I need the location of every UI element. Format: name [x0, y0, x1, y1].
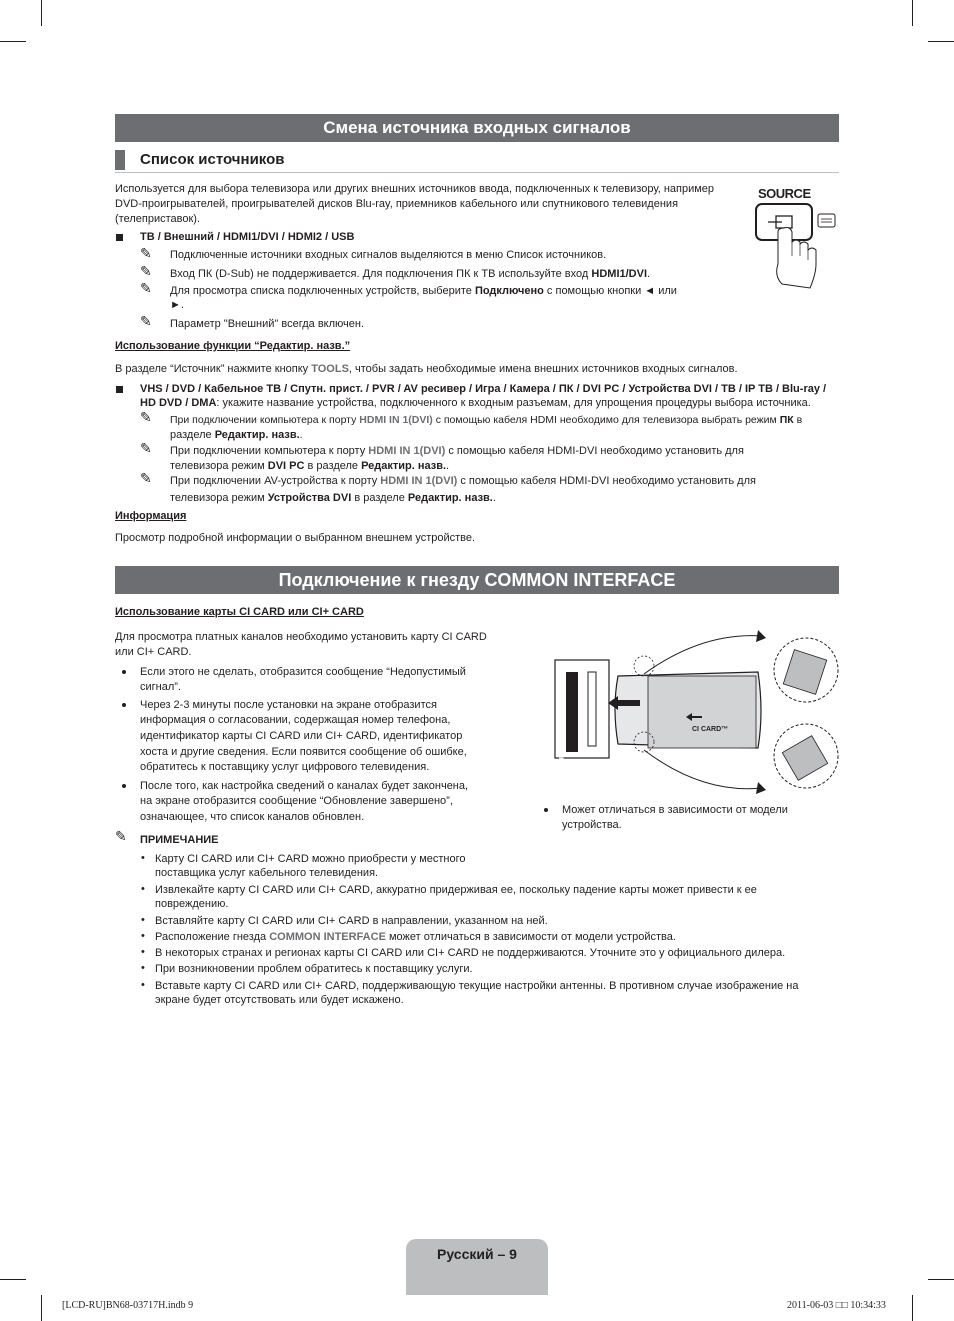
note-item: Вставляйте карту CI CARD или CI+ CARD в направлении, указанном на ней. [155, 915, 548, 927]
note-pencil-icon: ✎ [140, 245, 152, 261]
remote-source-button-icon [754, 184, 844, 290]
device-names: VHS / DVD / Кабельное ТВ / Спутн. прист. / PVR / AV ресивер / Игра / Камера / ПК / DVI PC / Устройства DVI / ТВ / IP ТВ / Blu-ray / [140, 383, 827, 395]
bullet-dot [122, 703, 126, 707]
arrow-left-icon [686, 713, 702, 721]
card-label: CI CARD™ [692, 726, 729, 733]
remote-source-figure [754, 184, 844, 290]
note-item: Вставьте карту CI CARD или CI+ CARD, поддерживающую текущие настройки антенны. В противном случае изображение на [155, 980, 799, 992]
note-text-cont: ►. [170, 299, 184, 311]
note-text-cont: телевизора режим DVI PC в разделе Редактир. назв.. [170, 460, 450, 472]
rename-text: В разделе “Источник” нажмите кнопку TOOLS, чтобы задать необходимые имена внешних источников входных сигналов. [115, 363, 738, 375]
small-bullet: • [141, 930, 145, 942]
remote-label: SOURCE [758, 186, 811, 201]
note-text: При подключении компьютера к порту HDMI IN 1(DVI) с помощью кабеля HDMI необходимо для телевизора выбрать режим ПК в [170, 414, 803, 426]
ci-bullet-cont: идентификатор карты CI CARD или CI+ CARD, идентификатор [140, 730, 463, 742]
note-text-cont: телевизора режим Устройства DVI в разделе Редактир. назв.. [170, 492, 496, 504]
subsection-title: Список источников [140, 151, 285, 168]
note-item: При возникновении проблем обратитесь к поставщику услуги. [155, 963, 473, 975]
ci-bullet-cont: обратитесь к поставщику услуг цифрового телевидения. [140, 761, 430, 773]
ci-bullet: Через 2-3 минуты после установки на экране отобразится [140, 699, 437, 711]
small-bullet: • [141, 946, 145, 958]
crop-mark [912, 1295, 913, 1321]
ci-bullet-cont: означающее, что список каналов обновлен. [140, 811, 365, 823]
note-text: Для просмотра списка подключенных устройств, выберите Подключено с помощью кнопки ◄ или [170, 285, 677, 297]
note-pencil-icon: ✎ [140, 313, 152, 329]
note-item-cont: экране будет отсутствовать или будет искажено. [155, 994, 404, 1006]
ci-card-figure [552, 624, 842, 796]
bullet-square [116, 386, 123, 393]
crop-mark [928, 41, 954, 42]
ci-bullet: Если этого не сделать, отобразится сообщение “Недопустимый [140, 666, 466, 678]
note-heading: ПРИМЕЧАНИЕ [140, 834, 219, 846]
ci-heading: Использование карты CI CARD или CI+ CARD [115, 606, 364, 618]
note-item: Карту CI CARD или CI+ CARD можно приобрести у местного [155, 853, 466, 865]
footer-file: [LCD-RU]BN68-03717H.indb 9 [62, 1300, 194, 1311]
crop-mark [0, 1279, 26, 1280]
note-item-cont: поставщика услуг кабельного телевидения. [155, 867, 379, 879]
section-title-ci: Подключение к гнезду COMMON INTERFACE [115, 566, 839, 594]
ci-intro: Для просмотра платных каналов необходимо установить карту CI CARD [115, 631, 487, 643]
source-items: ТВ / Внешний / HDMI1/DVI / HDMI2 / USB [140, 231, 355, 243]
note-text: Вход ПК (D-Sub) не поддерживается. Для подключения ПК к ТВ используйте вход HDMI1/DVI. [170, 268, 651, 280]
ci-intro-cont: или CI+ CARD. [115, 646, 192, 658]
ci-bullet-cont: информация о согласовании, содержащая номер телефона, [140, 714, 451, 726]
note-pencil-icon: ✎ [115, 828, 127, 844]
info-heading: Информация [115, 510, 187, 522]
subsection-source-list [115, 150, 839, 173]
bullet-dot [122, 670, 126, 674]
note-pencil-icon: ✎ [140, 470, 152, 486]
bullet-square [116, 234, 123, 241]
note-text: При подключении AV-устройства к порту HDMI IN 1(DVI) с помощью кабеля HDMI-DVI необходимо установить для [170, 475, 756, 487]
note-text: Параметр "Внешний" всегда включен. [170, 318, 365, 330]
section-title-source: Смена источника входных сигналов [115, 114, 839, 142]
note-item-cont: повреждению. [155, 898, 229, 910]
figure-note: Может отличаться в зависимости от модели [562, 804, 788, 816]
note-text-cont: разделе Редактир. назв.. [170, 429, 303, 441]
figure-note-cont: устройства. [562, 819, 622, 831]
bullet-dot [122, 784, 126, 788]
note-item: В некоторых странах и регионах карты CI CARD или CI+ CARD не поддерживаются. Уточните это у официального дилера. [155, 947, 786, 959]
device-names-cont: HD DVD / DMA: укажите название устройства, подключенного к входным разъемам, для упрощения процедуры выбора источника. [140, 397, 811, 409]
page-number-tab: Русский – 9 [406, 1239, 548, 1295]
crop-mark [41, 0, 42, 26]
crop-mark [928, 1279, 954, 1280]
crop-mark [0, 41, 26, 42]
note-pencil-icon: ✎ [140, 263, 152, 279]
note-text: При подключении компьютера к порту HDMI IN 1(DVI) с помощью кабеля HDMI-DVI необходимо установить для [170, 445, 744, 457]
note-text: Подключенные источники входных сигналов выделяются в меню Список источников. [170, 249, 607, 261]
ci-bullet-cont: сигнал”. [140, 681, 181, 693]
slot-label: COMMON INTERFACE [557, 706, 563, 775]
rename-heading: Использование функции “Редактир. назв.” [115, 340, 351, 352]
arrow-left-icon [608, 696, 640, 710]
note-pencil-icon: ✎ [140, 409, 152, 425]
ci-bullet-cont: на экране отобразится сообщение “Обновление завершено”, [140, 795, 453, 807]
small-bullet: • [141, 914, 145, 926]
small-bullet: • [141, 979, 145, 991]
ci-bullet-cont: хоста и другие сведения. Если появится сообщение об ошибке, [140, 746, 467, 758]
small-bullet: • [141, 852, 145, 864]
subsection-marker [115, 150, 125, 170]
footer-timestamp: 2011-06-03 □□ 10:34:33 [787, 1300, 886, 1311]
small-bullet: • [141, 962, 145, 974]
ci-bullet: После того, как настройка сведений о каналах будет закончена, [140, 780, 469, 792]
info-text: Просмотр подробной информации о выбранном внешнем устройстве. [115, 532, 476, 544]
note-item: Извлекайте карту CI CARD или CI+ CARD, аккуратно придерживая ее, поскольку падение карты может привести к ее [155, 884, 757, 896]
note-pencil-icon: ✎ [140, 440, 152, 456]
ci-card-illustration [552, 624, 842, 796]
intro-text: Используется для выбора телевизора или других внешних источников ввода, подключенных к телевизору, например DVD-проигрывателей, проигрывателей дисков Blu-ray, приемников кабельного или спутникового телевидения (телеприставок). [115, 183, 715, 225]
small-bullet: • [141, 883, 145, 895]
crop-mark [912, 0, 913, 26]
crop-mark [41, 1295, 42, 1321]
bullet-dot [544, 808, 548, 812]
note-pencil-icon: ✎ [140, 280, 152, 296]
note-item: Расположение гнезда COMMON INTERFACE может отличаться в зависимости от модели устройства. [155, 931, 676, 943]
